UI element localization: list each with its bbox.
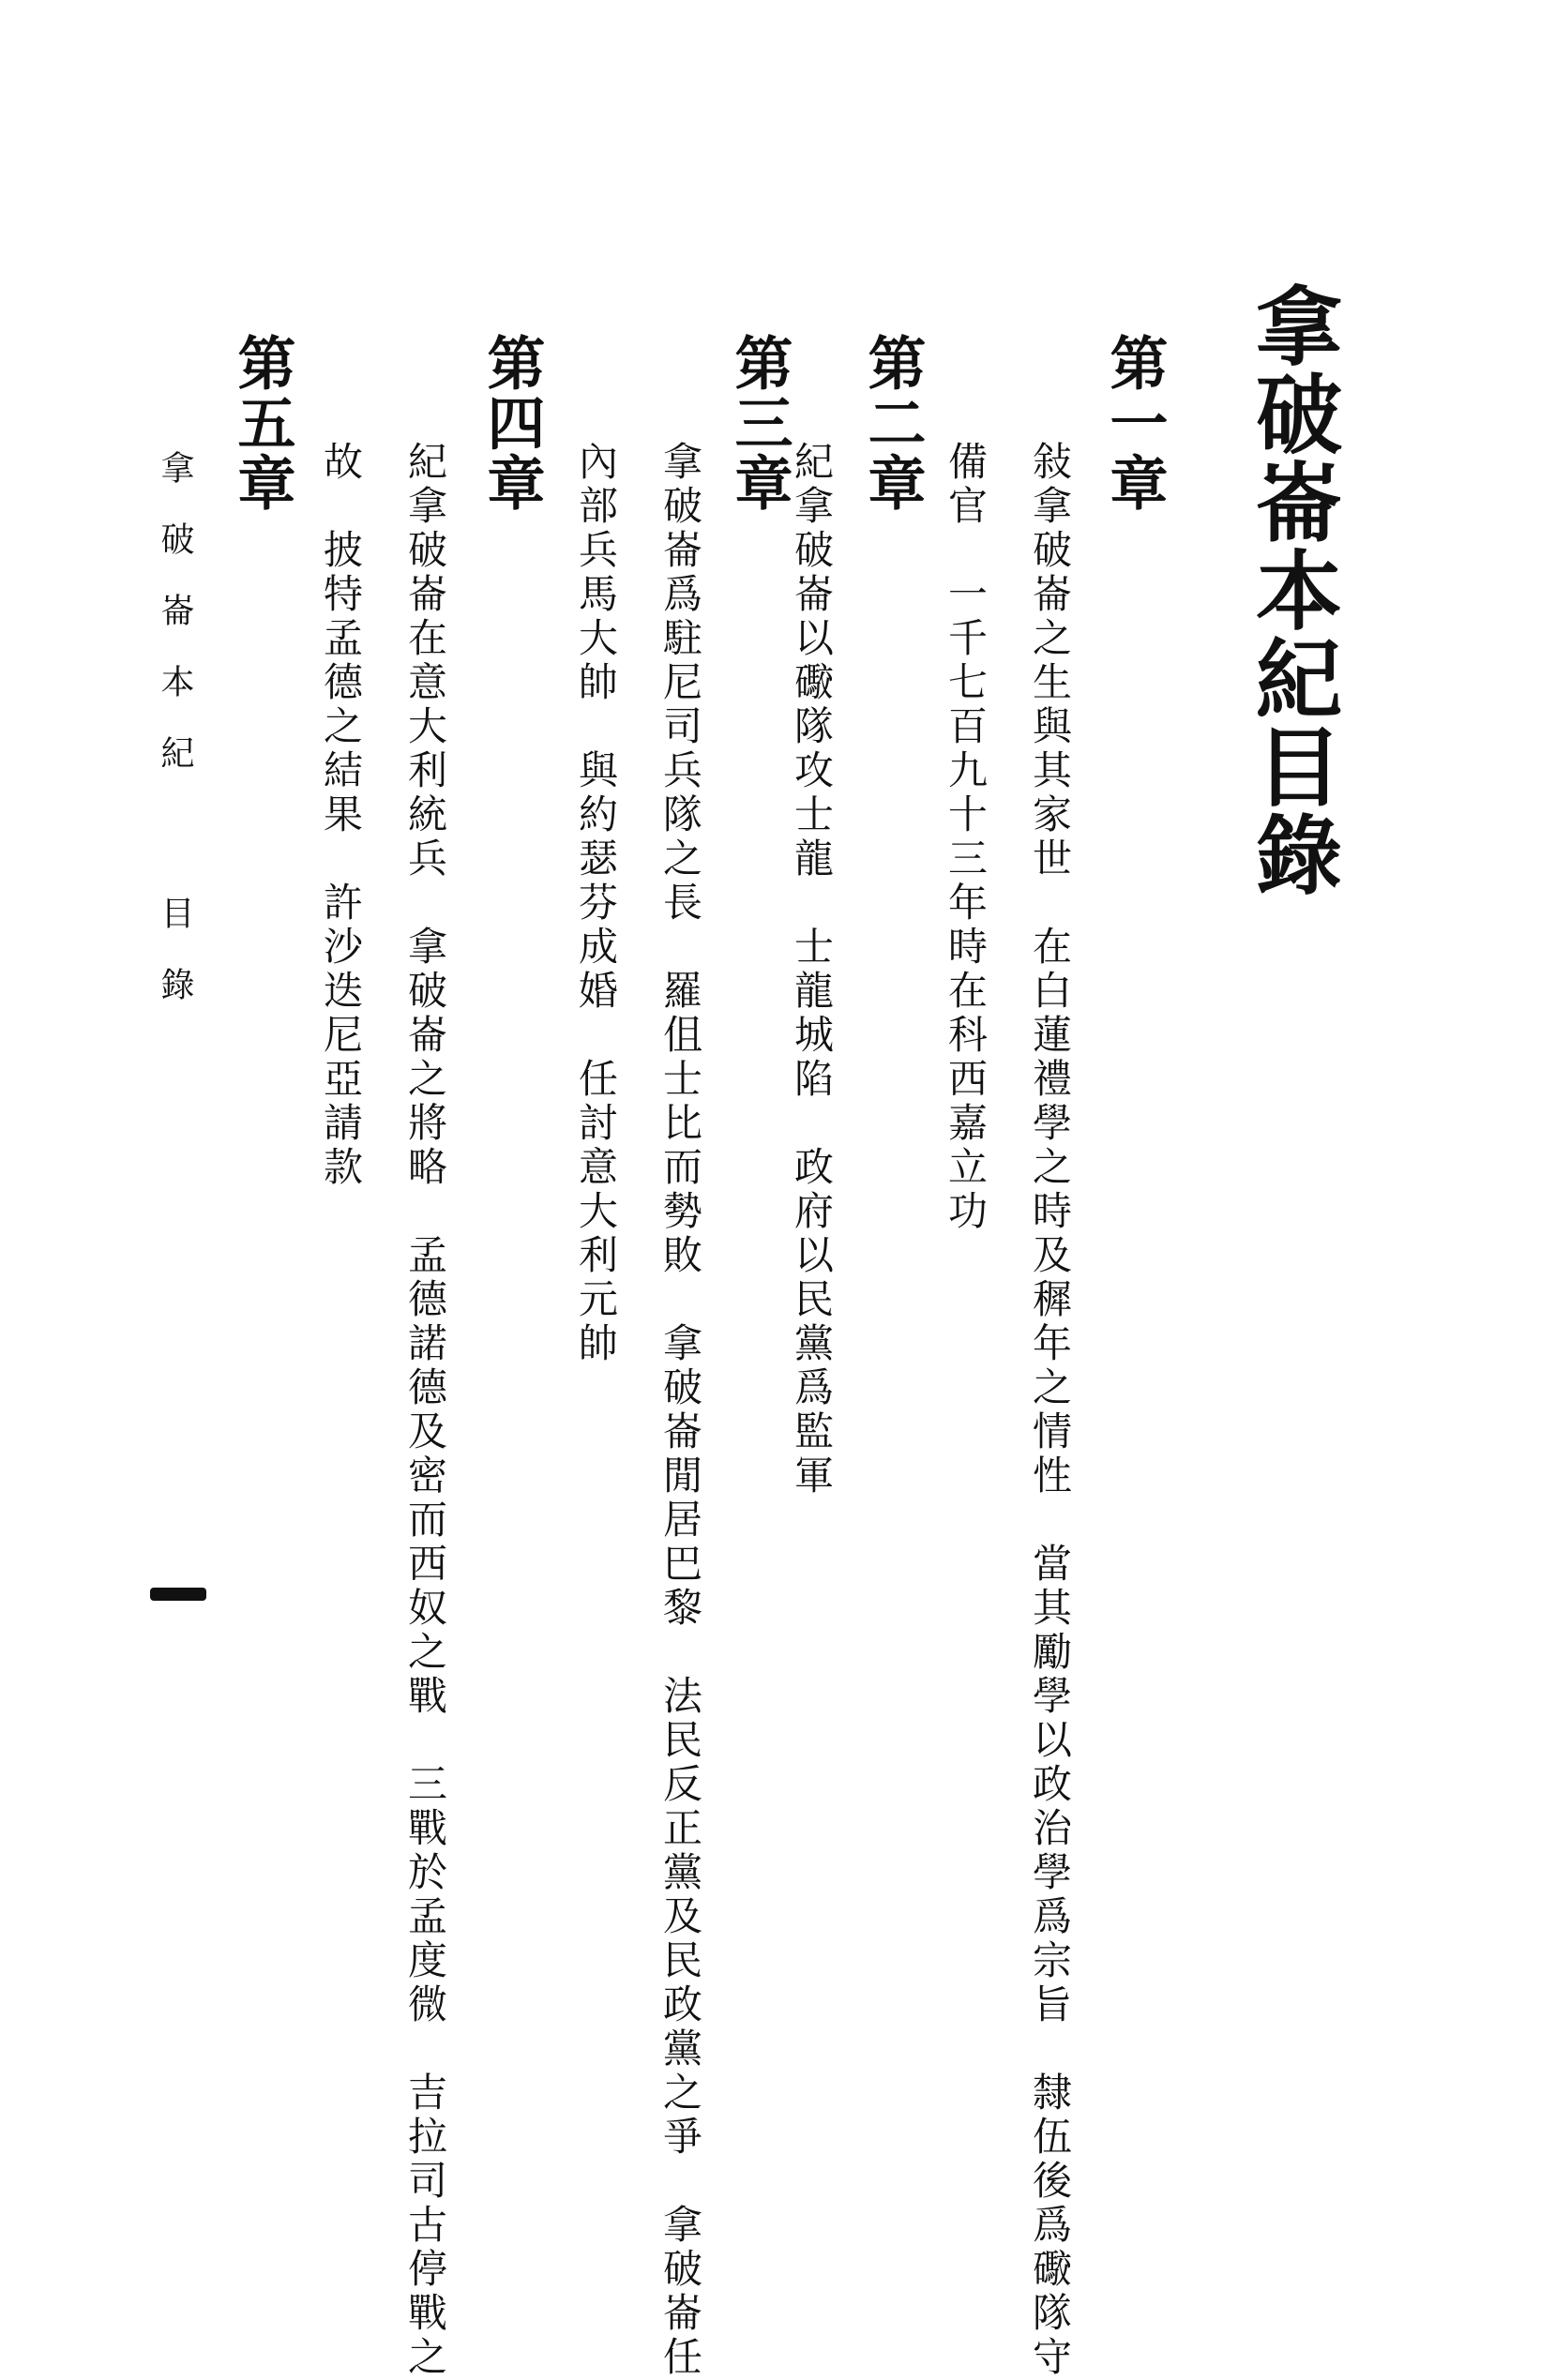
page-number-mark: [150, 1588, 206, 1601]
chapter-4-line-1: 紀拿破崙在意大利統兵 拿破崙之將略 孟德諾德及密而西奴之戰 三戰於孟度微 吉拉司古停戰之: [402, 441, 448, 2380]
chapter-2-line-1: 紀拿破崙以礮隊攻士龍 士龍城陷 政府以民黨爲監軍: [789, 441, 835, 1499]
chapter-heading-5: 第五章: [228, 333, 296, 513]
chapter-heading-3: 第三章: [725, 333, 793, 513]
chapter-1-line-1: 敍拿破崙之生與其家世 在白蓮禮學之時及穉年之情性 當其勵學以政治學爲宗旨 隸伍後爲礮隊守: [1027, 441, 1073, 2380]
chapter-4-line-2: 故 披特孟德之結果 許沙迭尼亞請款: [318, 441, 364, 1190]
footer-section: 目錄: [156, 896, 194, 1038]
chapter-heading-2: 第二章: [858, 333, 927, 513]
chapter-3-line-2: 內部兵馬大帥 與約瑟芬成婚 任討意大利元帥: [573, 441, 619, 1366]
chapter-1-line-2: 備官 一千七百九十三年時在科西嘉立功: [943, 441, 989, 1234]
page-title: 拿破崙本紀目錄: [1242, 281, 1343, 898]
chapter-heading-4: 第四章: [477, 333, 546, 513]
footer-book-title: 拿破崙本紀: [156, 450, 194, 806]
chapter-3-line-1: 拿破崙爲駐尼司兵隊之長 羅伹士比而勢敗 拿破崙閒居巴黎 法民反正黨及民政黨之爭 拿破崙任: [657, 441, 703, 2380]
chapter-heading-1: 第一章: [1100, 333, 1169, 513]
